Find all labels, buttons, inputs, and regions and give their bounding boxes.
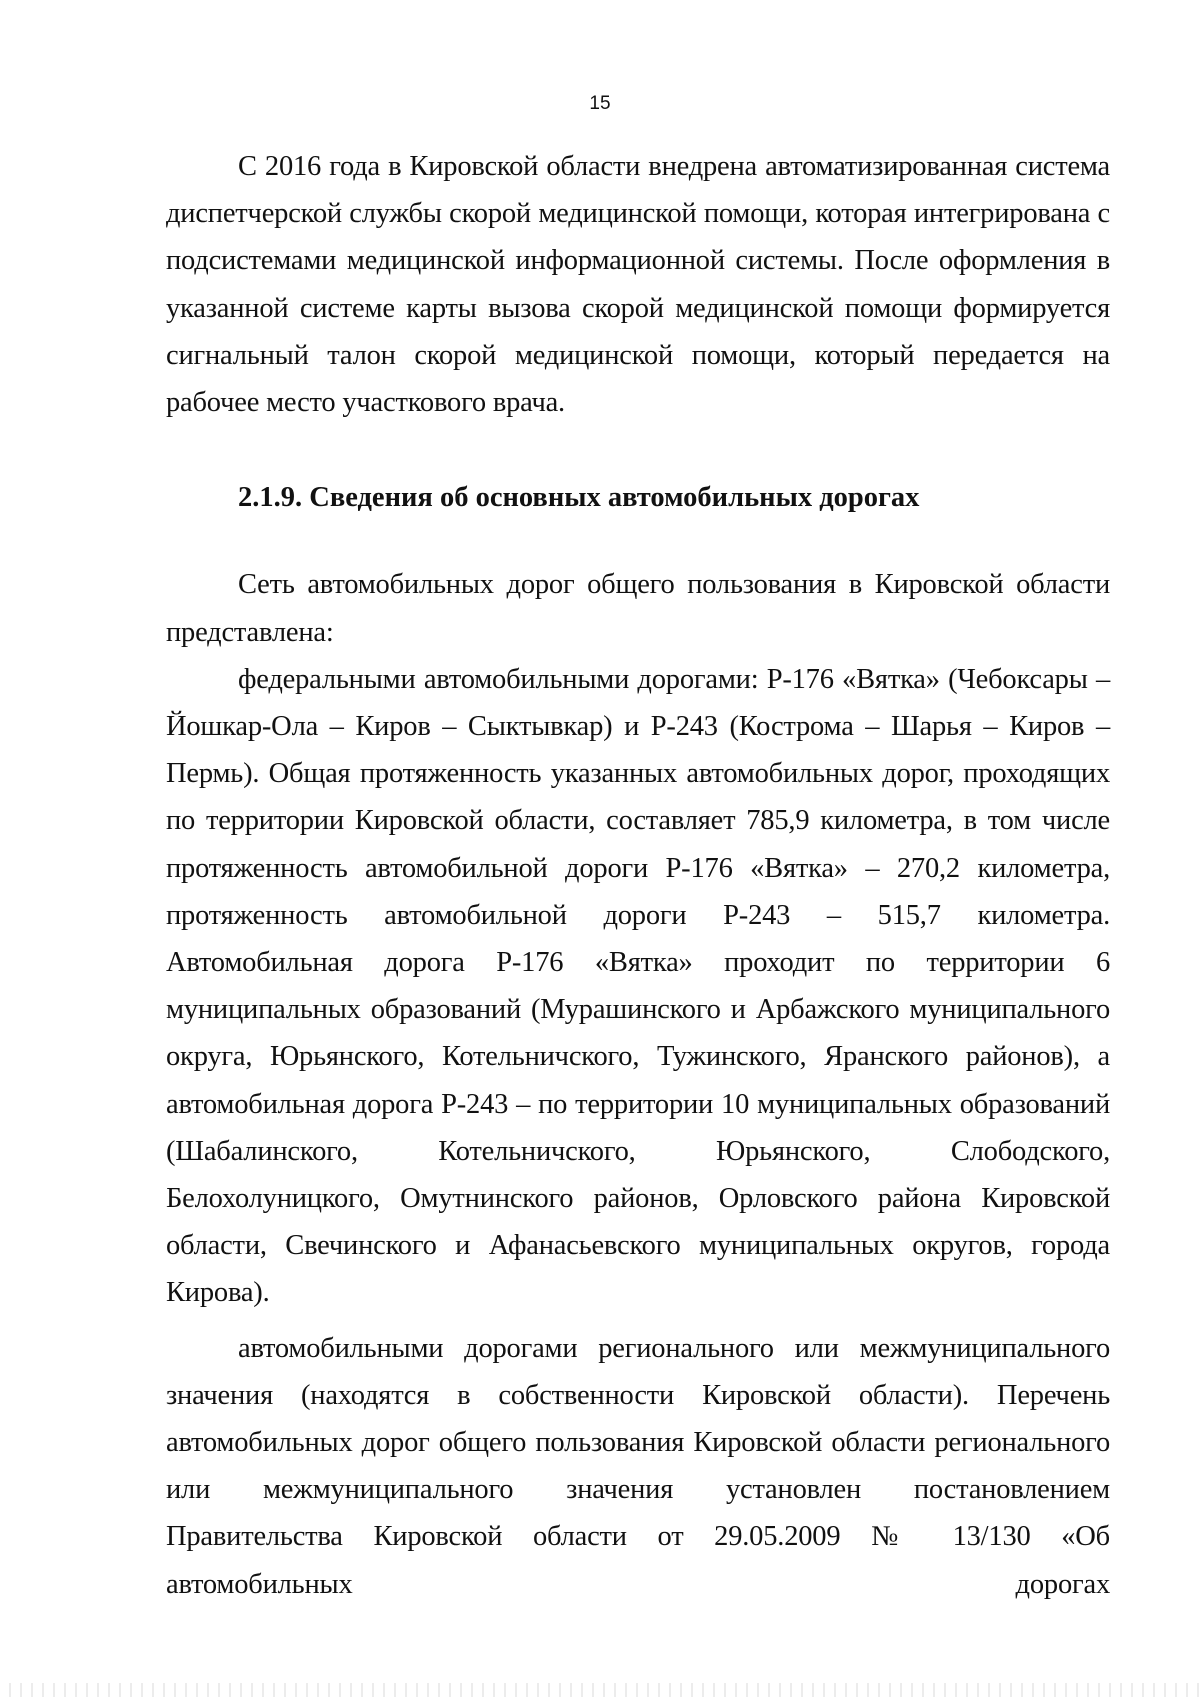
spacer [166, 1317, 1110, 1325]
page-number: 15 [589, 93, 611, 114]
federal-roads-paragraph: федеральными автомобильными дорогами: Р-176 «Вятка» (Чебоксары – Йошкар-Ола – Киров – Сыктывкар) и Р-243 (Кострома – Шарья – Киров – Пермь). Общая протяженность указанных автомобильных дорог, проходящих по территории Кировской области, составляет 785,9 километра, в том числе протяженность автомобильной дороги Р-176 «Вятка» – 270,2 километра, протяженность автомобильной дороги Р-243 – 515,7 километра. Автомобильная дорога Р-176 «Вятка» проходит по территории 6 муниципальных образований (Мурашинского и Арбажского муниципального округа, Юрьянского, Котельничского, Тужинского, Яранского районов), а автомобильная дорога Р-243 – по территории 10 муниципальных образований (Шабалинского, Котельничского, Юрьянского, Слободского, Белохолуницкого, Омутнинского районов, Орловского района Кировской области, Свечинского и Афанасьевского муниципальных округов, города Кирова). [166, 663, 1110, 1309]
spacer [166, 521, 1110, 561]
page-content [166, 143, 1110, 1608]
intro-paragraph: С 2016 года в Кировской области внедрена автоматизированная система диспетчерской службы скорой медицинской помощи, которая интегрирована с подсистемами медицинской информационной системы. После оформления в указанной системе карты вызова скорой медицинской помощи формируется сигнальный талон скорой медицинской помощи, который передается на рабочее место участкового врача. [166, 151, 1110, 419]
section-heading: 2.1.9. Сведения об основных автомобильных дорогах [238, 482, 920, 514]
scan-edge-artifact [0, 1683, 1200, 1697]
spacer [166, 426, 1110, 474]
lead-paragraph: Сеть автомобильных дорог общего пользования в Кировской области представлена: [166, 569, 1110, 648]
regional-roads-paragraph: автомобильными дорогами регионального или межмуниципального значения (находятся в собственности Кировской области). Перечень автомобильных дорог общего пользования Кировской области регионального или межмуниципального значения установлен постановлением Правительства Кировской области от 29.05.2009 № 13/130 «Об автомобильных дорогах [166, 1332, 1110, 1600]
